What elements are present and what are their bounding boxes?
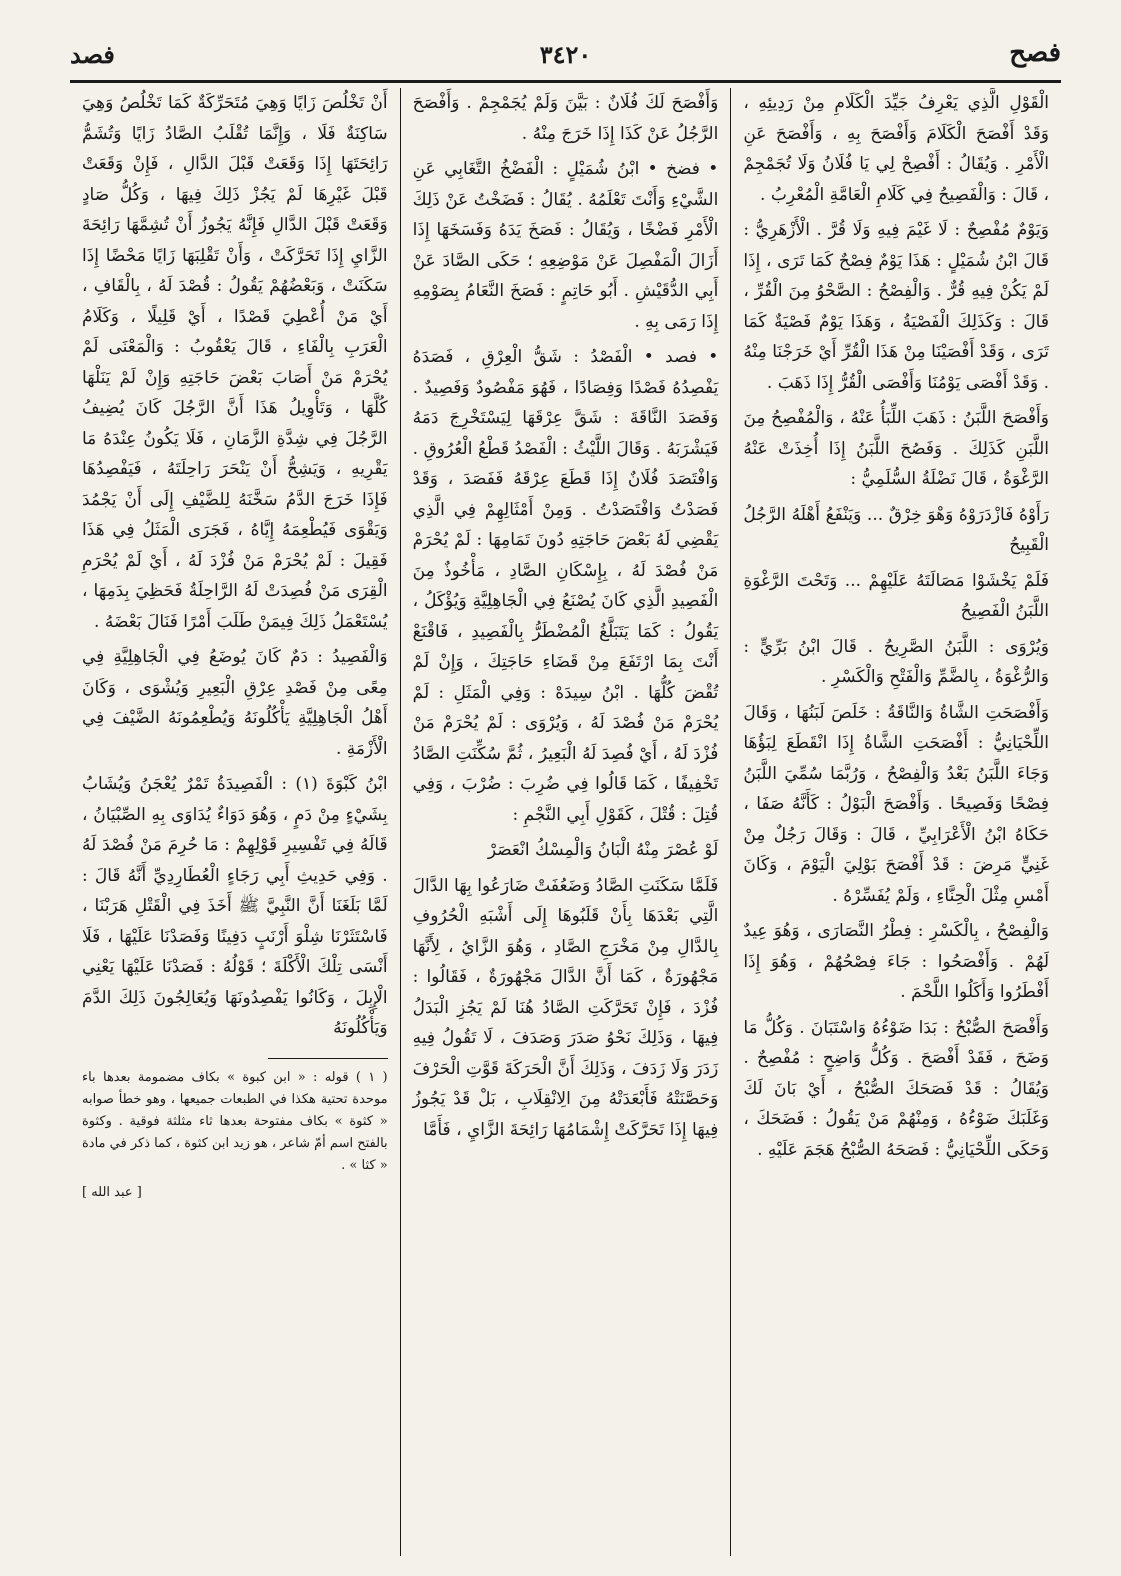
header-rule: [70, 80, 1061, 83]
column-left: [70, 88, 401, 1556]
page-header: [70, 30, 1061, 80]
paragraph: وَأَفْصَحَتِ الشَّاةُ وَالنَّاقَةُ : خَلَصَ لَبَنُهَا ، وَقَالَ اللِّحْيَانِيُّ : أَفْصَحَتِ الشَّاةُ إِذَا انْقَطَعَ لِبَؤُهَا وَجَاءَ اللَّبَنُ بَعْدُ وَالْفِصْحُ ، وَرُبَّمَا سُمِّيَ اللَّبَنُ فِصْحًا وَفَصِيحًا . وَأَفْصَحَ الْبَوْلُ : كَأَنَّهُ صَفَا ، حَكَاهُ ابْنُ الْأَعْرَابِيِّ ، قَالَ : وَقَالَ رَجُلٌ مِنْ غَنِيٍّ مَرِضَ : قَدْ أَفْصَحَ بَوْلِيَ الْيَوْمَ ، وَكَانَ أَمْسِ مِثْلَ الْحِنَّاءِ ، وَلَمْ يُفَسِّرْهُ .: [743, 702, 1049, 906]
column-middle: [401, 88, 732, 1556]
text-columns: [70, 88, 1061, 1556]
header-keyword-left: فصد: [70, 40, 115, 69]
verse-line: فَلَمْ يَخْشَوْا مَصَالَتَهُ عَلَيْهِمْ ... وَتَحْتَ الرَّغْوَةِ اللَّبَنُ الْفَصِيحُ: [743, 570, 1049, 621]
footnote: ( ١ ) قوله : « ابن كبوة » بكاف مضمومة بعدها باء موحدة تحتية هكذا في الطبعات جميعها ، وهو خطأ صوابه « كثوة » بكاف مفتوحة بعدها ثاء مثلثة فوقية . وكثوة بالفتح اسم أمّ شاعر ، هو زيد ابن كثوة ، كما ذكر في مادة « كثا » .: [81, 1069, 388, 1173]
paragraph: الْقَوْلِ الَّذِي يَعْرِفُ جَيِّدَ الْكَلَامِ مِنْ رَدِيئِهِ ، وَقَدْ أَفْصَحَ الْكَلَامَ وَأَفْصَحَ بِهِ ، وَأَفْصَحَ عَنِ الْأَمْرِ . وَيُقَالُ : أَفْصِحْ لِي يَا فُلَانُ وَلَا تُجَمْجِمْ ، قَالَ : وَالْفَصِيحُ فِي كَلَامِ الْعَامَّةِ الْمُعْرِبُ .: [743, 93, 1049, 205]
paragraph: وَأَفْصَحَ الصُّبْحُ : بَدَا ضَوْءُهُ وَاسْتَبَانَ . وَكُلُّ مَا وَضَحَ ، فَقَدْ أَفْصَحَ . وَكُلُّ وَاضِحٍ : مُفْصِحٌ . وَيُقَالُ : قَدْ فَصَحَكَ الصُّبْحُ ، أَيْ بَانَ لَكَ وَغَلَبَكَ ضَوْءُهُ ، وَمِنْهُمْ مَنْ يَقُولُ : فَضَحَكَ ، وَحَكَى اللِّحْيَانِيُّ : فَصَحَهُ الصُّبْحُ هَجَمَ عَلَيْهِ .: [743, 1017, 1049, 1160]
footnote-rule: [268, 1058, 388, 1059]
paragraph: وَالْفَصِيدُ : دَمٌ كَانَ يُوضَعُ فِي الْجَاهِلِيَّةِ فِي مِعًى مِنْ فَصْدِ عِرْقِ الْبَعِيرِ وَيُشْوَى ، وَكَانَ أَهْلُ الْجَاهِلِيَّةِ يَأْكُلُونَهُ وَيُطْعِمُونَهُ الضَّيْفَ فِي الْأَزْمَةِ .: [81, 647, 388, 759]
paragraph: ابْنُ كَبْوَةَ (١) : الْفَصِيدَةُ تَمْرٌ يُعْجَنُ وَيُشَابُ بِشَيْءٍ مِنْ دَمٍ ، وَهُوَ دَوَاءٌ يُدَاوَى بِهِ الصِّبْيَانُ ، قَالَهُ فِي تَفْسِيرِ قَوْلِهِمْ : مَا حُرِمَ مَنْ فُصْدَ لَهُ . وَفِي حَدِيثِ أَبِي رَجَاءٍ الْعُطَارِدِيِّ أَنَّهُ قَالَ : لَمَّا بَلَغَنَا أَنَّ النَّبِيَّ ﷺ أَخَذَ فِي الْقَتْلِ هَرَبْنَا ، فَاسْتَثَرْنَا شِلْوَ أَرْنَبٍ دَفِينًا وَفَصَدْنَا عَلَيْهَا ، فَلَا أَنْسَى تِلْكَ الْأَكْلَةَ ؛ قَوْلُهُ : فَصَدْنَا عَلَيْهَا يَعْنِي الْإِبِلَ ، وَكَانُوا يَفْصِدُونَهَا وَيُعَالِجُونَ ذَلِكَ الدَّمَ وَيَأْكُلُونَهُ: [81, 774, 388, 1038]
entry-fasad: • فصد • الْفَصْدُ : شَقُّ الْعِرْقِ ، فَصَدَهُ يَفْصِدُهُ فَصْدًا وَفِصَادًا ، فَهُوَ مَفْصُودٌ وَفَصِيدٌ . وَفَصَدَ النَّاقَةَ : شَقَّ عِرْقَهَا لِيَسْتَخْرِجَ دَمَهُ فَيَشْرَبَهُ . وَقَالَ اللَّيْثُ : الْفَصْدُ قَطْعُ الْعُرُوقِ . وَافْتَصَدَ فُلَانٌ إِذَا قَطَعَ عِرْقَهُ فَفَصَدَ ، وَقَدْ فَصَدْتُ وَافْتَصَدْتُ . وَمِنْ أَمْثَالِهِمْ فِي الَّذِي يَقْضِي لَهُ بَعْضَ حَاجَتِهِ دُونَ تَمَامِهَا : لَمْ يُحْرَمْ مَنْ فُصْدَ لَهُ ، بِإِسْكَانِ الصَّادِ ، مَأْخُوذٌ مِنَ الْفَصِيدِ الَّذِي كَانَ يُصْنَعُ فِي الْجَاهِلِيَّةِ وَيُؤْكَلُ ، يَقُولُ : كَمَا يَتَبَلَّغُ الْمُضْطَرُّ بِالْفَصِيدِ ، فَاقْنَعْ أَنْتَ بِمَا ارْتَفَعَ مِنْ قَضَاءِ حَاجَتِكَ ، وَإِنْ لَمْ تُقْضَ كُلُّهَا . ابْنُ سِيدَهْ : وَفِي الْمَثَلِ : لَمْ يُحْرَمْ مَنْ فُصْدَ لَهُ ، وَيُرْوَى : لَمْ يُحْرَمْ مَنْ فُزْدَ لَهُ ، أَيْ فُصِدَ لَهُ الْبَعِيرُ ، ثُمَّ سُكِّنَتِ الصَّادُ تَخْفِيفًا ، كَمَا قَالُوا فِي ضُرِبَ : ضُرْبَ ، وَفِي قُتِلَ : قُتْلَ ، كَقَوْلِ أَبِي النَّجْمِ :: [412, 347, 719, 825]
paragraph: وَيَوْمٌ مُفْصِحٌ : لَا غَيْمَ فِيهِ وَلَا قُرَّ . الْأَزْهَرِيُّ : قَالَ ابْنُ شُمَيْلٍ : هَذَا يَوْمٌ فِصْحٌ كَمَا تَرَى ، إِذَا لَمْ يَكُنْ فِيهِ قُرٌّ . وَالْفِصْحُ : الصَّحْوُ مِنَ الْقُرِّ ، قَالَ : وَكَذَلِكَ الْفَصْيَةُ ، وَهَذَا يَوْمٌ فَصْيَةٌ كَمَا تَرَى ، وَقَدْ أَفْصَيْنَا مِنْ هَذَا الْقُرِّ أَيْ خَرَجْنَا مِنْهُ . وَقَدْ أَفْصَى يَوْمُنَا وَأَفْصَى الْقُرُّ إِذَا ذَهَبَ .: [743, 220, 1049, 393]
paragraph: وَأَفْصَحَ اللَّبَنُ : ذَهَبَ اللِّبَأُ عَنْهُ ، وَالْمُفْصِحُ مِنَ اللَّبَنِ كَذَلِكَ . وَفَصُحَ اللَّبَنُ إِذَا أُخِذَتْ عَنْهُ الرَّغْوَةُ ، قَالَ نَضْلَةُ السُّلَمِيُّ :: [743, 408, 1049, 489]
page-number: ٣٤٢٠: [539, 40, 592, 69]
paragraph: وَالْفِصْحُ ، بِالْكَسْرِ : فِطْرُ النَّصَارَى ، وَهُوَ عِيدٌ لَهُمْ . وَأَفْصَحُوا : جَاءَ فِصْحُهُمْ ، وَهُوَ إِذَا أَفْطَرُوا وَأَكَلُوا اللَّحْمَ .: [743, 921, 1049, 1002]
paragraph: وَأَفْصَحَ لَكَ فُلَانٌ : بَيَّنَ وَلَمْ يُجَمْجِمْ . وَأَفْصَحَ الرَّجُلُ عَنْ كَذَا إِذَا خَرَجَ مِنْهُ .: [412, 93, 719, 144]
paragraph: أَنْ تَخْلُصَ زَايًا وَهِيَ مُتَحَرِّكَةٌ كَمَا تَخْلُصُ وَهِيَ سَاكِنَةٌ فَلَا ، وَإِنَّمَا تُقْلَبُ الصَّادُ زَايًا وَتُشَمُّ رَائِحَتَهَا إِذَا وَقَعَتْ قَبْلَ الدَّالِ ، فَإِنْ وَقَعَتْ قَبْلَ غَيْرِهَا لَمْ يَجُزْ ذَلِكَ فِيهَا ، وَكُلُّ صَادٍ وَقَعَتْ قَبْلَ الدَّالِ فَإِنَّهُ يَجُوزُ أَنْ تُشِمَّهَا رَائِحَةَ الزَّايِ إِذَا تَحَرَّكَتْ ، وَأَنْ تَقْلِبَهَا زَايًا مَحْضًا إِذَا سَكَنَتْ ، وَبَعْضُهُمْ يَقُولُ : قُصْدَ لَهُ ، بِالْقَافِ ، أَيْ مَنْ أُعْطِيَ قَصْدًا ، أَيْ قَلِيلًا ، وَكَلَامُ الْعَرَبِ بِالْفَاءِ ، قَالَ يَعْقُوبُ : وَالْمَعْنَى لَمْ يُحْرَمْ مَنْ أَصَابَ بَعْضَ حَاجَتِهِ وَإِنْ لَمْ يَنَلْهَا كُلَّهَا ، وَتَأْوِيلُ هَذَا أَنَّ الرَّجُلَ كَانَ يُضِيفُ الرَّجُلَ فِي شِدَّةِ الزَّمَانِ ، فَلَا يَكُونُ عِنْدَهُ مَا يَقْرِيهِ ، وَيَشِحُّ أَنْ يَنْحَرَ رَاحِلَتَهُ ، فَيَفْصِدُهَا فَإِذَا خَرَجَ الدَّمُ سَخَّنَهُ لِلضَّيْفِ إِلَى أَنْ يَجْمُدَ وَيَقْوَى فَيُطْعِمَهُ إِيَّاهُ ، فَجَرَى الْمَثَلُ فِي هَذَا فَقِيلَ : لَمْ يُحْرَمْ مَنْ فُزْدَ لَهُ ، أَيْ لَمْ يُحْرَمِ الْقِرَى مَنْ فُصِدَتْ لَهُ الرَّاحِلَةُ فَحَظِيَ بِدَمِهَا ، يُسْتَعْمَلُ ذَلِكَ فِيمَنْ طَلَبَ أَمْرًا فَنَالَ بَعْضَهُ .: [81, 93, 388, 632]
entry-fadakh: • فضخ • ابْنُ شُمَيْلٍ : الْفَضْخُ التَّغَابِي عَنِ الشَّيْءِ وَأَنْتَ تَعْلَمُهُ . يُقَالُ : فَضَخْتُ عَنْ ذَلِكَ الْأَمْرِ فَضْخًا ، وَيُقَالُ : فَصَخَ يَدَهُ وَفَسَخَهَا إِذَا أَزَالَ الْمَفْصِلَ عَنْ مَوْضِعِهِ ؛ حَكَى الصَّادَ عَنْ أَبِي الدُّقَيْشِ . أَبُو حَاتِمٍ : فَصَخَ النَّعَامُ بِصَوْمِهِ إِذَا رَمَى بِهِ .: [412, 159, 719, 332]
paragraph: فَلَمَّا سَكَنَتِ الصَّادُ وَضَعُفَتْ ضَارَعُوا بِهَا الدَّالَ الَّتِي بَعْدَهَا بِأَنْ قَلَبُوهَا إِلَى أَشْبَهِ الْحُرُوفِ بِالدَّالِ مِنْ مَخْرَجِ الصَّادِ ، وَهُوَ الزَّايُ ، لِأَنَّهَا مَجْهُورَةٌ ، كَمَا أَنَّ الدَّالَ مَجْهُورَةٌ ، فَقَالُوا : فُزْدَ ، فَإِنْ تَحَرَّكَتِ الصَّادُ هُنَا لَمْ يَجُزِ الْبَدَلُ فِيهَا ، وَذَلِكَ نَحْوُ صَدَرَ وَصَدَفَ ، لَا تَقُولُ فِيهِ زَدَرَ وَلَا زَدَفَ ، وَذَلِكَ أَنَّ الْحَرَكَةَ قَوَّتِ الْحَرْفَ وَحَصَّنَتْهُ فَأَبْعَدَتْهُ مِنَ الِانْقِلَابِ ، بَلْ قَدْ يَجُوزُ فِيهَا إِذَا تَحَرَّكَتْ إِشْمَامُهَا رَائِحَةَ الزَّايِ ، فَأَمَّا: [412, 875, 719, 1140]
header-keyword-right: فصح: [1009, 38, 1061, 68]
editor-signature: [ عبد الله ]: [81, 1184, 142, 1200]
verse-line: لَوْ عُصْرَ مِنْهُ الْبَانُ وَالْمِسْكُ انْعَصَرْ: [487, 840, 719, 860]
column-right: [731, 88, 1061, 1556]
verse-line: رَأَوْهُ فَازْدَرَوْهُ وَهْوَ خِرْقٌ ... وَيَنْفَعُ أَهْلَهُ الرَّجُلُ الْقَبِيحُ: [743, 504, 1049, 555]
paragraph: وَيُرْوَى : اللَّبَنُ الصَّرِيحُ . قَالَ ابْنُ بَرِّيٍّ : وَالرُّغْوَةُ ، بِالضَّمِّ وَالْفَتْحِ وَالْكَسْرِ .: [743, 636, 1049, 687]
